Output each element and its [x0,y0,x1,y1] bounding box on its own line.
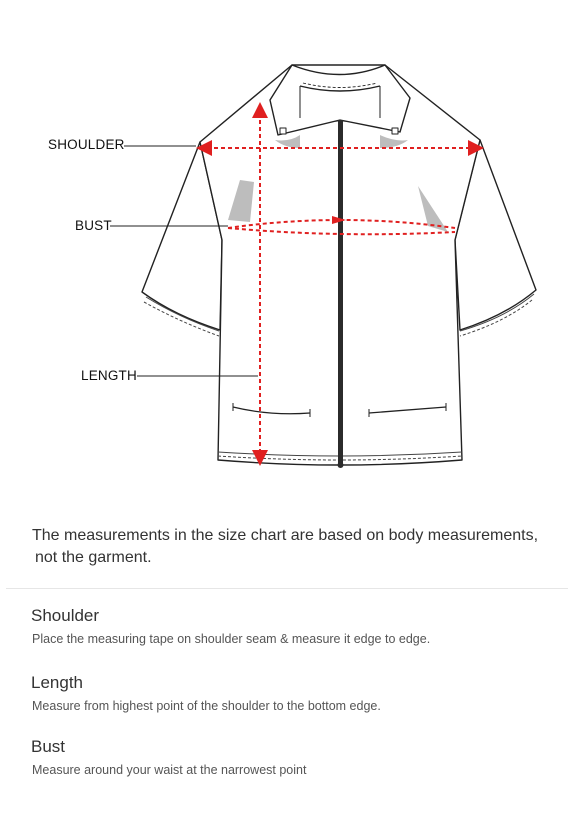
size-chart-note [32,525,552,569]
shoulder-callout-label: SHOULDER [48,137,125,152]
guide-bust [31,737,306,777]
guide-length [31,673,381,713]
note-line-2: not the garment. [35,549,152,566]
guide-bust-description: Measure around your waist at the narrowest point [32,763,307,777]
bust-callout-label: BUST [75,218,112,233]
guide-length-description: Measure from highest point of the shoulder to the bottom edge. [32,699,381,713]
guide-bust-title: Bust [31,737,66,756]
guide-shoulder [31,606,430,646]
guide-shoulder-title: Shoulder [31,606,100,625]
guide-length-title: Length [31,673,83,692]
note-line-1: The measurements in the size chart are based on body measurements, [32,527,539,544]
zipper [338,120,344,468]
length-callout-label: LENGTH [81,368,137,383]
guide-shoulder-description: Place the measuring tape on shoulder seam & measure it edge to edge. [32,632,431,646]
divider [6,588,568,589]
